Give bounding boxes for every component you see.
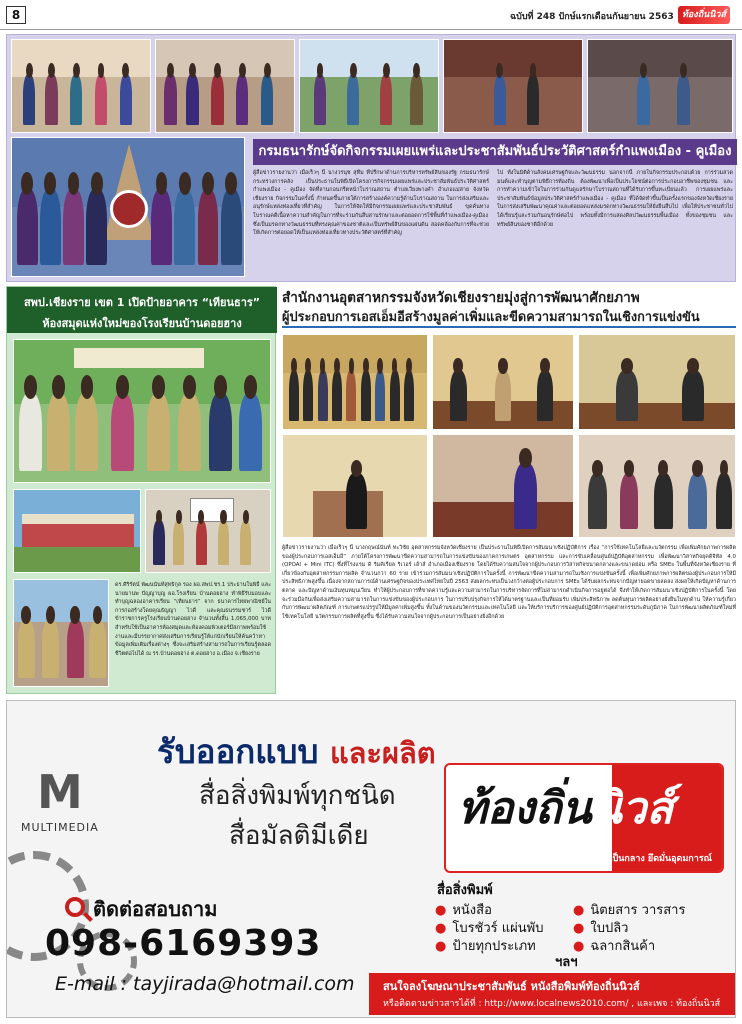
audience-photo	[578, 434, 736, 538]
email-address: E-mail : tayjirada@hotmail.com	[55, 973, 355, 995]
speaker-podium-photo	[432, 434, 574, 538]
multimedia-mark: M	[37, 765, 81, 819]
presenter-podium-photo	[282, 434, 428, 538]
top-photo-1	[11, 39, 151, 133]
right-story-section	[282, 286, 736, 694]
ad-headline-and: และผลิต	[329, 736, 436, 770]
print-item: ● หนังสือ	[435, 899, 492, 920]
brand-slogan: เป็นกลาง ยึดมั่นอุดมการณ์	[609, 854, 712, 864]
right-story-title-line1: สำนักงานอุตสาหกรรมจังหวัดเชียงรายมุ่งสู่การพัฒนาศักยภาพ	[282, 290, 640, 306]
title-divider	[282, 326, 736, 328]
left-title-line1: สพป.เชียงราย เขต 1 เปิดป้ายอาคาร “เทียนธาร”	[23, 296, 261, 309]
print-item: ● นิตยสาร วารสาร	[573, 899, 685, 920]
brand-name-accent: นิวส์	[591, 783, 674, 834]
prints-title: สื่อสิ่งพิมพ์	[437, 883, 493, 898]
page-header	[0, 0, 742, 30]
ad-headline	[157, 725, 436, 778]
speaker-photo	[578, 334, 736, 430]
top-photo-2	[155, 39, 295, 133]
top-story-col1: ผู้สื่อข่าวรายงานว่า เมื่อเร็วๆ นี้ นางวรนุช สุทีม ที่ปรึกษาด้านการบริหารทรัพย์สินของรัฐ กรมธนารักษ์ กระทรวงการคลัง เป็นประธานในพิธีเปิดโครงการกิจกรรมเผยแพร่และประชาสัมพันธ์ประวัติศาสตร์กำแพงเมือง - คูเมือง จัดที่ลานกอนกรีตหน้าโบราณสถาน ตำบลเวียงพางคำ อำเภอแม่สาย จังหวัดเชียงราย กิจกรรมในครั้งนี้ กำหนดขึ้นภายใต้การสร้างองค์ความรู้ด้านโบราณสถาน ในการส่งเสริมและอนุรักษ์แหล่งท่องเที่ยวที่สำคัญ ในการให้จัดให้มีกิจกรรมเผยแพร่และประชาสัมพันธ์ ขุดค้นทางโบราณคดีเนื้อหาความสำคัญในการที่จะร่วมกันสืบสานรักษาและต่อยอดการใช้พื้นที่กำแพงเมือง-คูเมือง ซึ่งเป็นมรดกทางวัฒนธรรมที่ทรงคุณค่าของชาติและเป็นทรัพย์สินของแผ่นดิน สอดคล้องกับการที่จะช่วยให้เกิดการต่อยอดให้เป็นแหล่งท่องเที่ยวทางประวัติศาสตร์ที่สำคัญ	[253, 170, 489, 237]
ad-footer-line1: สนใจลงโฆษณาประชาสัมพันธ์ หนังสือพิมพ์ท้องถิ่นนิวส์	[383, 980, 640, 993]
top-story-title: กรมธนารักษ์จัดกิจกรรมเผยแพร่และประชาสัมพันธ์ประวัติศาสตร์กำแพงเมือง - คูเมือง	[253, 139, 737, 165]
page-number: 8	[6, 6, 26, 24]
top-group-photo	[11, 137, 245, 277]
right-story-title-line2: ผู้ประกอบการเอสเอ็มอีสร้างมูลค่าเพิ่มและขีดความสามารถในเชิงการแข่งขัน	[282, 310, 700, 325]
brand-logo	[444, 763, 724, 873]
ad-headline-main: รับออกแบบ	[157, 732, 319, 771]
top-story-section	[6, 34, 736, 282]
check-handover-photo	[145, 489, 271, 573]
print-etc: ฯลฯ	[555, 955, 578, 970]
ad-print-media-line: สื่อสิ่งพิมพ์ทุกชนิด	[199, 781, 396, 811]
seminar-hall-photo	[282, 334, 428, 430]
print-item: ● โบรชัวร์ แผ่นพับ	[435, 917, 544, 938]
top-story-col2: ไป ทั้งในมิติด้านสังคมเศรษฐกิจและวัฒนธรรม นอกจากนี้ ภายในกิจกรรมประกอบด้วย การร่วมสวดมนต์และทำบุญตามพิธีการท้องถิ่น ต้องพัฒนาเพื่อเป็นประโยชน์ต่อการประกอบอาชีพของชุมชน และการทำความเข้าใจในการร่วมกันดูแลรักษาโบราณสถานที่ได้รับการขึ้นทะเบียนแล้ว การเผยแพร่และประชาสัมพันธ์ข้อมูลประวัติศาสตร์กำแพงเมือง - คูเมือง ที่ได้จัดทำขึ้นเป็นครั้งแรกของจังหวัดเชียงราย ในการส่งเสริมพัฒนาคุณค่าและต่อยอดแหล่งมรดกทางวัฒนธรรมให้ยั่งยืนสืบไป เพื่อให้ประชาชนทั่วไปได้เรียนรู้และร่วมกันอนุรักษ์ต่อไป พร้อมทั้งมีการแสดงศิลปวัฒนธรรมพื้นเมือง ทั้งของชุมชน และทรัพย์สินของชาติอีกด้วย	[497, 170, 733, 228]
left-story-section	[6, 286, 276, 694]
print-item: ● ฉลากสินค้า	[573, 935, 655, 956]
top-photo-3	[299, 39, 439, 133]
ad-multimedia-line: สื่อมัลติมีเดีย	[229, 821, 369, 851]
panel-table-photo	[432, 334, 574, 430]
library-ribbon-photo	[13, 339, 271, 483]
print-item: ● ป้ายทุกประเภท	[435, 935, 536, 956]
ad-footer-line2: หรือติดตามข่าวสารได้ที่ : http://www.localnews2010.com/ , และเพจ : ท้องถิ่นนิวส์	[383, 999, 721, 1009]
ceremony-photo	[13, 579, 109, 687]
contact-label: ติดต่อสอบถาม	[93, 897, 218, 921]
masthead-logo: ท้องถิ่นนิวส์	[678, 6, 730, 24]
brand-name	[458, 773, 673, 843]
advertisement	[6, 700, 736, 1018]
top-photo-5	[587, 39, 733, 133]
school-building-photo	[13, 489, 141, 573]
left-story-body: ดร.ศิริรัตน์ พัฒนนันท์สุทธิกุล รอง ผอ.สพป.ชร.1 ประธานในพิธี และนายมานพ ปัญญาบุญ ผอ.โรงเรียน บ้านดอยฮาง ทำพิธีรับมอบและทำบุญฉลองอาคารเรียน “เทียนธาร” จาก ธนาคารไทยพาณิชย์ในการก่อสร้างโดยคุณธัญญา ไวดี และคุณธนรรมชาร์ ไวดี ข้าราชการครูโรงเรียนบ้านดอยฮาง จำนวนทั้งสิ้น 1,065,000 บาท สำหรับใช้เป็นอาคารห้องสมุดและห้องคอมพิวเตอร์มีสภาพพร้อมใช้งานและมีบรรยากาศส่งเสริมการเรียนรู้ให้แก่นักเรียนให้ค้นคว้าหาข้อมูลเพิ่มเติมเรื่องต่างๆ ซึ่งจะเสริมสร้างสามารถในการเรียนรู้ตลอดชีวิตต่อไปได้ ณ รร.บ้านดอยฮาง ต.ดอยฮาง อ.เมือง จ.เชียงราย	[115, 582, 271, 657]
right-story-body: ผู้สื่อข่าวรายงานว่า เมื่อเร็วๆ นี้ นางกฤษณ์นันท์ ทะวิชัย อุตสาหกรรมจังหวัดเชียงราย เป็นประธานในพิธีเปิดการสัมมนาเชิงปฏิบัติการ เรื่อง “การใช้เทคโนโลยีและนวัตกรรม เพื่อเพิ่มศักยภาพการผลิตของผู้ประกอบการเอสเอ็มอี” ภายใต้โครงการพัฒนาขีดความสามารถในการแข่งขันของภาคการเกษตร อุตสาหกรรม และการขับเคลื่อนศูนย์ปฏิบัติอุตสาหกรรม เพื่อพัฒนาวิสาหกิจยุคดิจิทัล 4.0 (OPOAI + Mini ITC) ซึ่งที่โรงแรม ดิ ริมคิเรียล ริเวอร์ เฮ้าส์ อำเภอเมืองเชียงราย โดยได้รับความสนใจจากผู้ประกอบการวิสาหกิจขนาดกลางและขนาดย่อม หรือ SMEs ในพื้นที่จังหวัดเชียงราย ที่เกี่ยวข้องกับอุตสาหกรรมการผลิต จำนวนกว่า 60 ราย เข้าร่วมการสัมมนาเชิงปฏิบัติการในครั้งนี้ การพัฒนาขีดความสามารถในเชิงการแข่งขันครั้งนี้ เพื่อเพิ่มศักยภาพการผลิตของผู้ประกอบการให้มีประสิทธิภาพสูงขึ้น เนื่องจากสถานการณ์ด้านเศรษฐกิจของประเทศไทยในปี 2563 ส่งผลกระทบเป็นวงกว้างต่อผู้ประกอบการ SMEs ได้รับผลกระทบจากปัญหายอดขายลดลง ส่งผลให้เกิดปัญหาด้านการตลาด และปัญหาด้านเงินทุนหมุนเวียน ทำให้ผู้ประกอบการที่ขาดความรู้และความสามารถในการบริหารจัดการที่ไม่สามารถดำเนินกิจการอยู่ต่อได้ จึงทำให้เกิดการสัมมนาเชิงปฏิบัติการในครั้งนี้ โดยจะร่วมมือกันเพื่อส่งเสริมความสามารถในการแข่งขันของผู้ประกอบการ ในการปรับปรุงกิจการให้ได้มาตรฐานและเป็นที่ยอมรับ เพิ่มประสิทธิภาพ ลดต้นทุนการผลิตอย่างยั่งยืนในทุกด้าน ให้ความรู้เกี่ยวกับการพัฒนาผลิตภัณฑ์ การเกษตรแปรรูปให้มีมูลค่าเพิ่มสูงขึ้น ทั้งในด้านของนวัตกรรมและเทคโนโลยี และให้บริการบริการของศูนย์ปฏิบัติการอุตสาหกรรมระดับภูมิภาค ในการพัฒนาผลิตภัณฑ์ใหม่ที่ใช้เทคโนโลยี นวัตกรรมการผลิตที่สูงขึ้น ซึ่งได้รับความสนใจจากผู้ประกอบการเป็นอย่างยิ่งอีกด้วย	[282, 545, 736, 620]
top-photo-4	[443, 39, 583, 133]
left-story-title	[7, 287, 277, 333]
ad-footer-bar	[369, 973, 735, 1015]
brand-name-main: ท้องถิ่น	[458, 783, 592, 834]
left-title-line2: ห้องสมุดแห่งใหม่ของโรงเรียนบ้านดอยฮาง	[42, 317, 242, 330]
multimedia-word: MULTIMEDIA	[21, 821, 99, 834]
search-icon	[65, 897, 85, 917]
print-item: ● ใบปลิว	[573, 917, 628, 938]
issue-info: ฉบับที่ 248 ปักษ์แรกเดือนกันยายน 2563	[510, 12, 674, 22]
phone-number: 098-6169393	[45, 923, 322, 964]
